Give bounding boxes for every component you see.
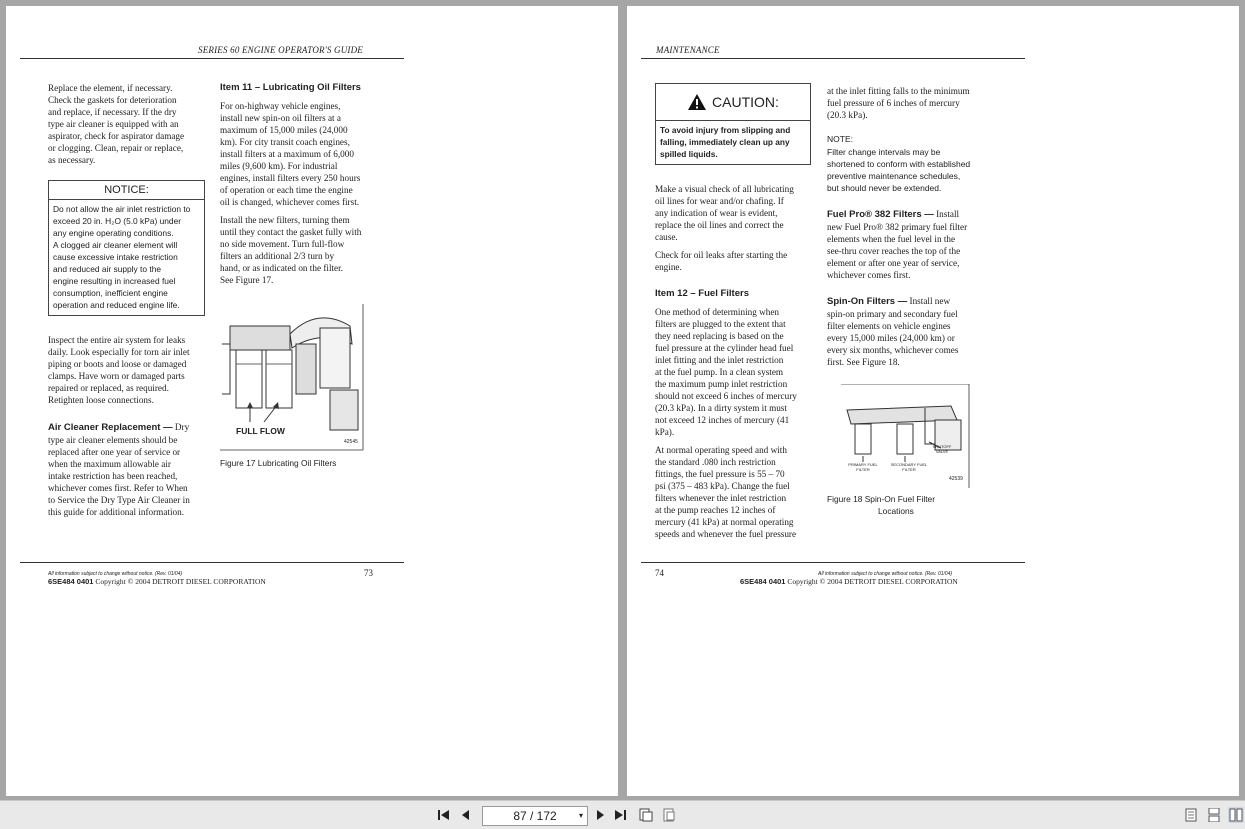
text-line: filters whenever the inlet restriction xyxy=(655,493,787,503)
text-line: hand, or as indicated on the filter. xyxy=(220,263,343,273)
air-cleaner-section xyxy=(48,421,213,518)
page-view-icon[interactable] xyxy=(638,807,654,823)
text-line: at the pump reaches 12 inches of xyxy=(655,505,776,515)
text-line: the standard .080 inch restriction xyxy=(655,457,776,467)
air-cleaner-heading: Air Cleaner Replacement — xyxy=(48,422,173,433)
caution-header xyxy=(656,84,810,121)
text-line: at the inlet fitting falls to the minimum xyxy=(827,86,970,96)
text-line: speeds and whenever the fuel pressure xyxy=(655,529,797,539)
page-number: 74 xyxy=(655,568,664,578)
visual-check-paragraph xyxy=(655,183,820,243)
text-line: aspirator, check for aspirator damage xyxy=(48,131,185,141)
text-line: as necessary. xyxy=(48,155,96,165)
note-text xyxy=(827,146,997,194)
text-line: not exceed 12 inches of mercury (41 xyxy=(655,415,790,425)
text-line: km). For city transit coach engines, xyxy=(220,137,350,147)
text-line: whichever comes first. xyxy=(827,270,911,280)
text-line: of operation or each time the engine xyxy=(220,185,353,195)
figure-id: 42539 xyxy=(949,476,963,482)
text-line: Install the new filters, turning them xyxy=(220,215,350,225)
text-line: replace the oil lines and correct the xyxy=(655,220,784,230)
copyright: Copyright © 2004 DETROIT DIESEL CORPORATION xyxy=(95,577,266,586)
two-page-icon[interactable] xyxy=(1228,807,1244,823)
text-line: Inspect the entire air system for leaks xyxy=(48,335,186,345)
text-line: spilled liquids. xyxy=(660,149,718,159)
text-line: cause. xyxy=(655,232,678,242)
copyright: Copyright © 2004 DETROIT DIESEL CORPORATION xyxy=(787,577,958,586)
caution-text xyxy=(656,121,810,163)
caution-box xyxy=(655,83,811,165)
fit-page-icon[interactable] xyxy=(661,807,677,823)
header-rule xyxy=(641,58,1025,59)
page-header: MAINTENANCE xyxy=(656,45,720,55)
text-line: and replace, if necessary. If the dry xyxy=(48,107,177,117)
next-page-icon[interactable] xyxy=(592,807,608,823)
full-flow-label: FULL FLOW xyxy=(236,426,285,436)
figure-18-caption-line1: Figure 18 Spin-On Fuel Filter xyxy=(827,494,935,504)
text-line: inlet fitting and the inlet restriction xyxy=(655,355,784,365)
text-line: they need replacing is based on the xyxy=(655,331,784,341)
notice-box xyxy=(48,180,205,316)
secondary-filter-label: SECONDARY FUEL FILTER xyxy=(890,462,928,472)
text-line: replaced after one year of service or xyxy=(48,447,181,457)
text-line: maximum of 15,000 miles (24,000 xyxy=(220,125,348,135)
text-line: or clogging. Clean, repair or replace, xyxy=(48,143,184,153)
notice-title: NOTICE: xyxy=(49,181,204,200)
text-line: should not exceed 6 inches of mercury xyxy=(655,391,797,401)
text-line: repaired or replaced, as required. xyxy=(48,383,169,393)
text-line: new Fuel Pro® 382 primary fuel filter xyxy=(827,222,968,232)
text-line: consumption, inefficient engine xyxy=(53,288,168,298)
text-line: fittings, the fuel pressure is 55 – 70 xyxy=(655,469,785,479)
text-line: intake restriction has been reached, xyxy=(48,471,178,481)
caution-title: CAUTION: xyxy=(712,94,779,110)
check-leaks-paragraph xyxy=(655,249,820,273)
doc-number: 6SE484 0401 xyxy=(740,577,786,586)
text-line: fuel pressure of 6 inches of mercury xyxy=(827,98,960,108)
text-line: operation and reduced engine life. xyxy=(53,300,180,310)
warning-icon xyxy=(687,93,707,111)
fuelpro-heading: Fuel Pro® 382 Filters — xyxy=(827,209,934,220)
page-header: SERIES 60 ENGINE OPERATOR'S GUIDE xyxy=(198,45,364,55)
text-line: Check for oil leaks after starting the xyxy=(655,250,788,260)
footer-line xyxy=(740,577,958,586)
page-number-field[interactable] xyxy=(482,806,588,826)
text-line: see-thru cover reaches the top of the xyxy=(827,246,961,256)
replace-paragraph xyxy=(48,82,213,166)
text-line: spin-on primary and secondary fuel xyxy=(827,309,958,319)
footer-rule xyxy=(20,562,404,563)
text-line: falling, immediately clean up any xyxy=(660,137,790,147)
text-line: at the fuel pump. In a clean system xyxy=(655,367,784,377)
figure-18-fuel-filters xyxy=(841,384,971,488)
figure-id: 42545 xyxy=(344,439,358,445)
text-line: Check the gaskets for deterioration xyxy=(48,95,177,105)
column2-continued xyxy=(827,85,992,121)
text-line: To avoid injury from slipping and xyxy=(660,125,791,135)
first-page-icon[interactable] xyxy=(436,807,452,823)
text-line: Dry xyxy=(174,422,190,432)
text-line: any engine operating conditions. xyxy=(53,228,174,238)
text-line: any indication of wear is evident, xyxy=(655,208,778,218)
text-line: engine resulting in increased fuel xyxy=(53,276,176,286)
text-line: clamps. Have worn or damaged parts xyxy=(48,371,185,381)
text-line: One method of determining when xyxy=(655,307,779,317)
text-line: Replace the element, if necessary. xyxy=(48,83,173,93)
text-line: whichever comes first. Refer to When xyxy=(48,483,188,493)
primary-filter-label: PRIMARY FUEL FILTER xyxy=(848,462,878,472)
normal-speed-paragraph xyxy=(655,444,825,540)
footer-notice: All information subject to change without notice. (Rev. 01/04) xyxy=(818,571,953,577)
right-page xyxy=(627,6,1239,796)
text-line: See Figure 17. xyxy=(220,275,274,285)
notice-text xyxy=(49,200,204,314)
page-number: 73 xyxy=(364,568,373,578)
text-line: when the maximum allowable air xyxy=(48,459,171,469)
text-line: miles (9,600 km). For industrial xyxy=(220,161,338,171)
header-rule xyxy=(20,58,404,59)
text-line: no side movement. Turn full-flow xyxy=(220,239,345,249)
text-line: shortened to conform with established xyxy=(827,159,971,169)
text-line: and reduced air supply to the xyxy=(53,264,162,274)
text-line: fuel pressure at the cylinder head fuel xyxy=(655,343,794,353)
text-line: oil lines for wear and/or chafing. If xyxy=(655,196,784,206)
prev-page-icon[interactable] xyxy=(458,807,474,823)
figure-18-caption xyxy=(827,494,935,516)
text-line: filter elements on vehicle engines xyxy=(827,321,951,331)
figure-17-caption: Figure 17 Lubricating Oil Filters xyxy=(220,458,337,468)
text-line: cause excessive intake restriction xyxy=(53,252,178,262)
viewer-toolbar xyxy=(0,800,1245,829)
text-line: until they contact the gasket fully with xyxy=(220,227,362,237)
footer-line xyxy=(48,577,266,586)
footer-notice: All information subject to change without notice. (Rev. 01/04) xyxy=(48,571,183,577)
shutoff-valve-label: SHUTOFF VALVE xyxy=(932,444,952,454)
text-line: element or after one year of service, xyxy=(827,258,960,268)
text-line: (20.3 kPa). In a dirty system it must xyxy=(655,403,787,413)
text-line: first. See Figure 18. xyxy=(827,357,900,367)
text-line: preventive maintenance schedules, xyxy=(827,171,961,181)
text-line: daily. Look especially for torn air inlet xyxy=(48,347,190,357)
install-paragraph xyxy=(220,214,390,286)
text-line: Install xyxy=(936,209,960,219)
text-line: this guide for additional information. xyxy=(48,507,185,517)
text-line: every 15,000 miles (24,000 km) or xyxy=(827,333,955,343)
air-cleaner-text xyxy=(48,422,213,518)
text-line: Do not allow the air inlet restriction to xyxy=(53,204,191,214)
page-indicator: 87 / 172 xyxy=(513,809,557,823)
spinon-section xyxy=(827,295,987,368)
doc-number: 6SE484 0401 xyxy=(48,577,94,586)
text-line: psi (375 – 483 kPa). Change the fuel xyxy=(655,481,790,491)
fuelpro-section xyxy=(827,208,987,281)
text-line: mercury (41 kPa) at normal operating xyxy=(655,517,794,527)
text-line: (20.3 kPa). xyxy=(827,110,868,120)
inspect-paragraph xyxy=(48,334,213,406)
text-line: engine. xyxy=(655,262,682,272)
text-line: Install new xyxy=(909,296,951,306)
text-line: A clogged air cleaner element will xyxy=(53,240,178,250)
item11-heading: Item 11 – Lubricating Oil Filters xyxy=(220,82,361,93)
footer-rule xyxy=(641,562,1025,563)
text-line: kPa). xyxy=(655,427,675,437)
text-line: exceed 20 in. H₂O (5.0 kPa) under xyxy=(53,216,182,226)
single-page-icon[interactable] xyxy=(1183,807,1199,823)
text-line: engines, install filters every 250 hours xyxy=(220,173,361,183)
note-title: NOTE: xyxy=(827,134,853,144)
text-line: Retighten loose connections. xyxy=(48,395,154,405)
text-line: type air cleaner elements should be xyxy=(48,435,178,445)
text-line: For on-highway vehicle engines, xyxy=(220,101,341,111)
text-line: every six months, whichever comes xyxy=(827,345,959,355)
fuel-filter-drawing xyxy=(841,384,971,488)
text-line: install filters at a maximum of 6,000 xyxy=(220,149,354,159)
continuous-page-icon[interactable] xyxy=(1206,807,1222,823)
text-line: Filter change intervals may be xyxy=(827,147,941,157)
spinon-heading: Spin-On Filters — xyxy=(827,296,908,307)
text-line: install new spin-on oil filters at a xyxy=(220,113,341,123)
item11-paragraph xyxy=(220,100,390,208)
text-line: type air cleaner is equipped with an xyxy=(48,119,179,129)
figure-17-oil-filters xyxy=(220,304,365,452)
text-line: elements when the fuel level in the xyxy=(827,234,956,244)
text-line: but should never be extended. xyxy=(827,183,942,193)
text-line: At normal operating speed and with xyxy=(655,445,787,455)
text-line: filters are plugged to the extent that xyxy=(655,319,786,329)
text-line: Make a visual check of all lubricating xyxy=(655,184,794,194)
item12-heading: Item 12 – Fuel Filters xyxy=(655,288,749,299)
last-page-icon[interactable] xyxy=(612,807,628,823)
left-page xyxy=(6,6,618,796)
text-line: piping or boots and loose or damaged xyxy=(48,359,187,369)
item12-paragraph xyxy=(655,306,825,438)
text-line: to Service the Dry Type Air Cleaner in xyxy=(48,495,190,505)
text-line: oil is changed, whichever comes first. xyxy=(220,197,360,207)
text-line: the maximum pump inlet restriction xyxy=(655,379,788,389)
chevron-down-icon[interactable]: ▾ xyxy=(578,811,583,820)
figure-18-caption-line2: Locations xyxy=(878,506,914,516)
text-line: filters an additional 2/3 turn by xyxy=(220,251,335,261)
